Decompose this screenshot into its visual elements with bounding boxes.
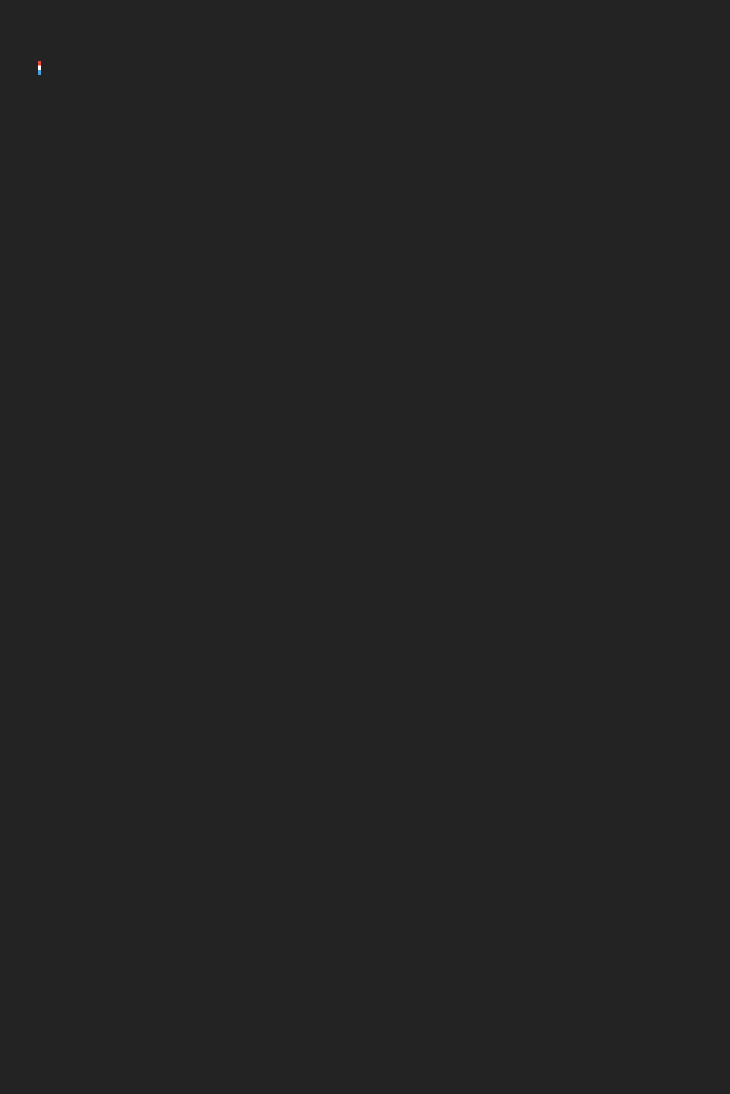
big-number-30 xyxy=(126,14,366,184)
tricolor-bar-icon xyxy=(38,61,41,75)
sports-ru-logo xyxy=(38,61,44,75)
